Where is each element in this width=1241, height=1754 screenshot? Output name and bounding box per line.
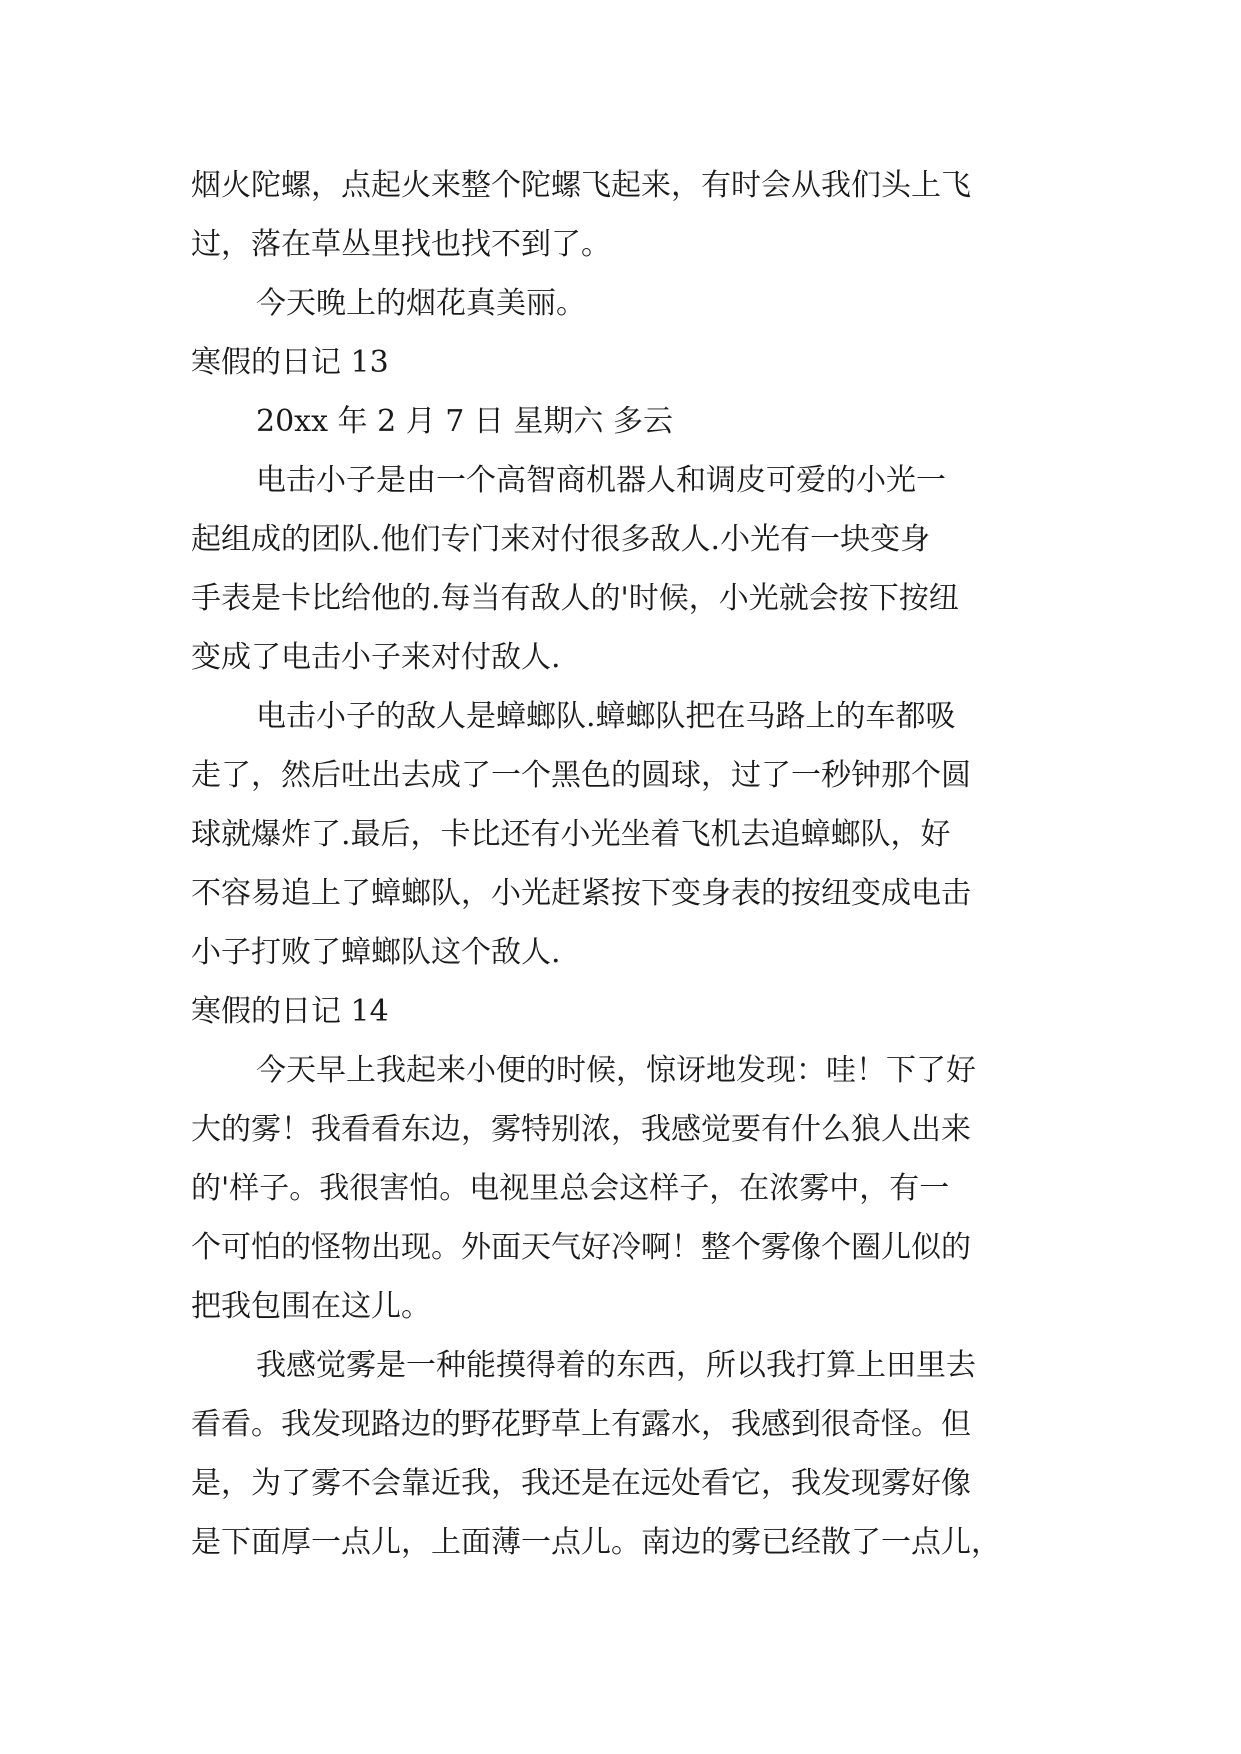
section-heading-13: 寒假的日记 13 bbox=[191, 345, 389, 380]
section-heading-14: 寒假的日记 14 bbox=[191, 994, 389, 1029]
text-line: 手表是卡比给他的.每当有敌人的'时候，小光就会按下按纽 bbox=[191, 581, 959, 616]
text-line: 今天晚上的烟花真美丽。 bbox=[256, 286, 586, 321]
diary-date-line: 20xx 年 2 月 7 日 星期六 多云 bbox=[256, 404, 673, 439]
text-line: 走了，然后吐出去成了一个黑色的圆球，过了一秒钟那个圆 bbox=[191, 758, 971, 793]
document-body bbox=[191, 156, 1057, 1572]
text-line: 是下面厚一点儿，上面薄一点儿。南边的雾已经散了一点儿， bbox=[191, 1525, 1001, 1560]
text-line: 变成了电击小子来对付敌人. bbox=[191, 640, 561, 675]
text-line: 不容易追上了蟑螂队，小光赶紧按下变身表的按纽变成电击 bbox=[191, 876, 971, 911]
text-line: 电击小子的敌人是蟑螂队.蟑螂队把在马路上的车都吸 bbox=[256, 699, 956, 734]
text-line: 看看。我发现路边的野花野草上有露水，我感到很奇怪。但 bbox=[191, 1407, 971, 1442]
text-line: 小子打败了蟑螂队这个敌人. bbox=[191, 935, 561, 970]
text-line: 把我包围在这儿。 bbox=[191, 1289, 431, 1324]
text-line: 大的雾！我看看东边，雾特别浓，我感觉要有什么狼人出来 bbox=[191, 1112, 971, 1147]
text-line: 球就爆炸了.最后，卡比还有小光坐着飞机去追蟑螂队，好 bbox=[191, 817, 951, 852]
text-line: 今天早上我起来小便的时候，惊讶地发现：哇！下了好 bbox=[256, 1053, 976, 1088]
text-line: 我感觉雾是一种能摸得着的东西，所以我打算上田里去 bbox=[256, 1348, 976, 1383]
text-line: 起组成的团队.他们专门来对付很多敌人.小光有一块变身 bbox=[191, 522, 931, 557]
text-line: 烟火陀螺，点起火来整个陀螺飞起来，有时会从我们头上飞 bbox=[191, 168, 971, 203]
text-line: 个可怕的怪物出现。外面天气好冷啊！整个雾像个圈儿似的 bbox=[191, 1230, 971, 1265]
text-line: 的'样子。我很害怕。电视里总会这样子，在浓雾中，有一 bbox=[191, 1171, 950, 1206]
text-line: 过，落在草丛里找也找不到了。 bbox=[191, 227, 611, 262]
text-line: 电击小子是由一个高智商机器人和调皮可爱的小光一 bbox=[256, 463, 946, 498]
text-line: 是，为了雾不会靠近我，我还是在远处看它，我发现雾好像 bbox=[191, 1466, 971, 1501]
